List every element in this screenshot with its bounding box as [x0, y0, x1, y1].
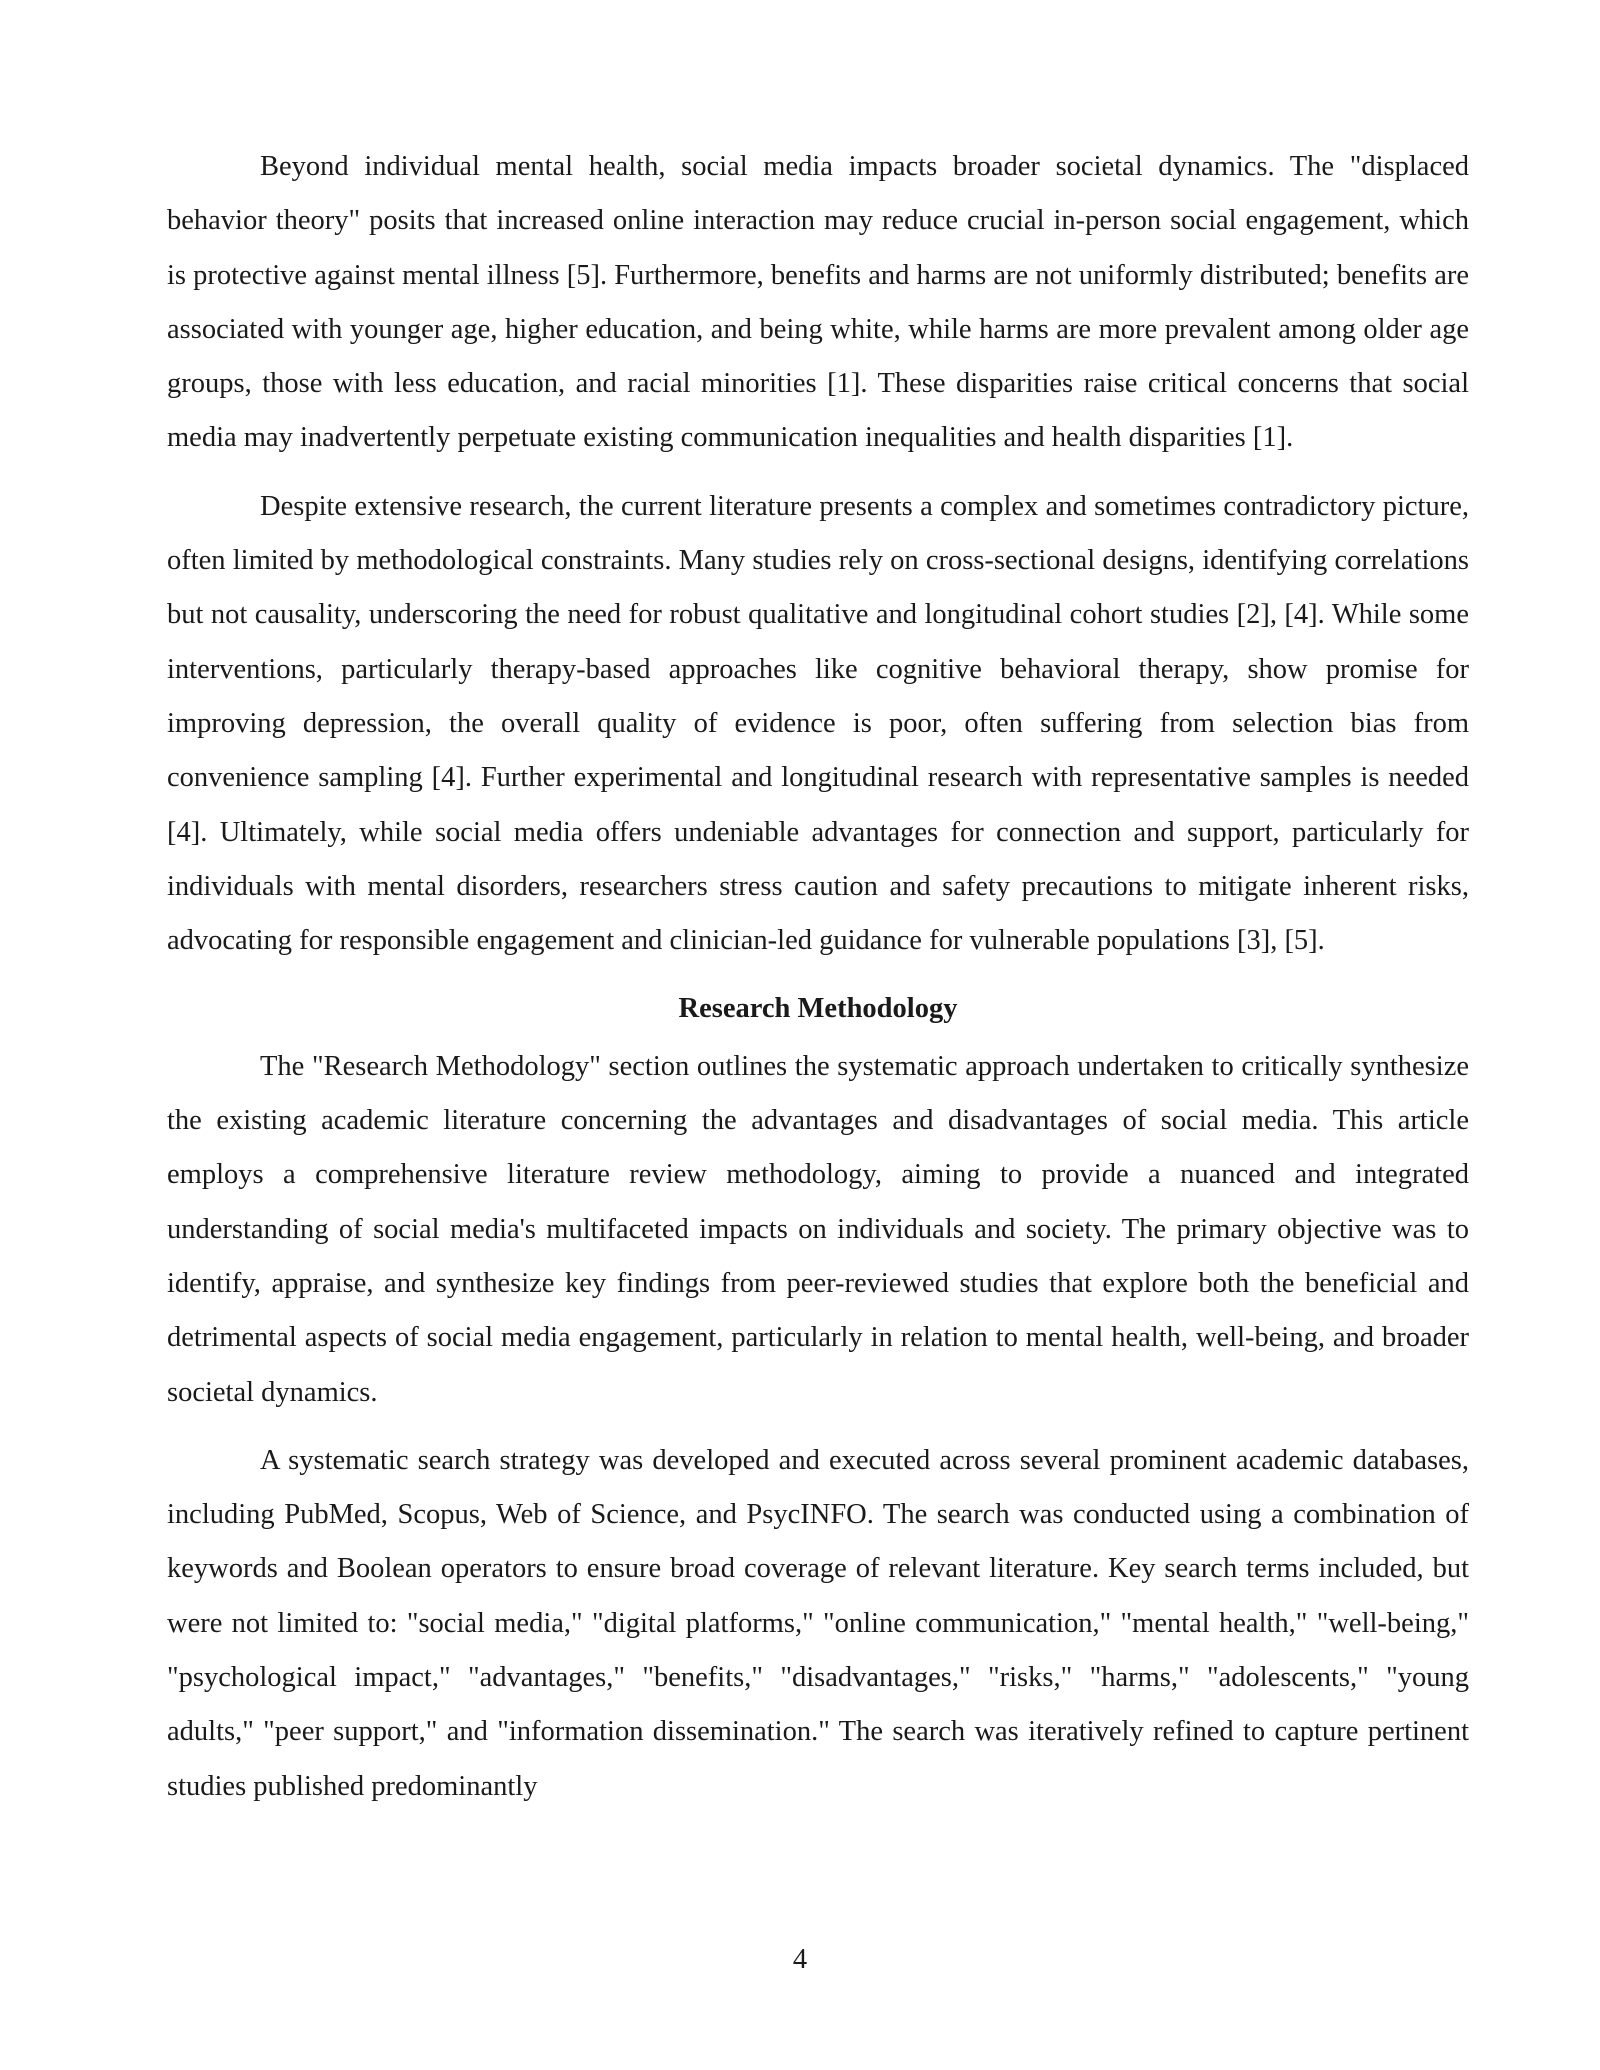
paragraph-search-strategy: A systematic search strategy was developed and executed across several prominent academic databases, including PubMed, Scopus, Web of Science, and PsycINFO. The search was conducted using a combination of keywords and Boolean operators to ensure broad coverage of relevant literature. Key search terms included, but were not limited to: "social media," "digital platforms," "online communication," "mental health," "well-being," "psychological impact," "advantages," "benefits," "disadvantages," "risks," "harms," "adolescents," "young adults," "peer support," and "information dissemination." The search was iteratively refined to capture pertinent studies published predominantly: [167, 1444, 1469, 1802]
page-body: [167, 140, 1469, 1814]
section-heading: Research Methodology: [678, 993, 958, 1025]
paragraph-societal-dynamics: Beyond individual mental health, social media impacts broader societal dynamics. The "displaced behavior theory" posits that increased online interaction may reduce crucial in-person social engagement, which is protective against mental illness [5]. Furthermore, benefits and harms are not uniformly distributed; benefits are associated with younger age, higher education, and being white, while harms are more prevalent among older age groups, those with less education, and racial minorities [1]. These disparities raise critical concerns that social media may inadvertently perpetuate existing communication inequalities and health disparities [1].: [167, 151, 1469, 454]
paragraph-literature-limitations: Despite extensive research, the current literature presents a complex and sometimes contradictory picture, often limited by methodological constraints. Many studies rely on cross-sectional designs, identifying correlations but not causality, underscoring the need for robust qualitative and longitudinal cohort studies [2], [4]. While some interventions, particularly therapy-based approaches like cognitive behavioral therapy, show promise for improving depression, the overall quality of evidence is poor, often suffering from selection bias from convenience sampling [4]. Further experimental and longitudinal research with representative samples is needed [4]. Ultimately, while social media offers undeniable advantages for connection and support, particularly for individuals with mental disorders, researchers stress caution and safety precautions to mitigate inherent risks, advocating for responsible engagement and clinician-led guidance for vulnerable populations [3], [5].: [167, 490, 1469, 957]
paragraph-methodology-overview: The "Research Methodology" section outlines the systematic approach undertaken to critically synthesize the existing academic literature concerning the advantages and disadvantages of social media. This article employs a comprehensive literature review methodology, aiming to provide a nuanced and integrated understanding of social media's multifaceted impacts on individuals and society. The primary objective was to identify, appraise, and synthesize key findings from peer-reviewed studies that explore both the beneficial and detrimental aspects of social media engagement, particularly in relation to mental health, well-being, and broader societal dynamics.: [167, 1050, 1469, 1408]
page-number: 4: [792, 1944, 808, 1975]
